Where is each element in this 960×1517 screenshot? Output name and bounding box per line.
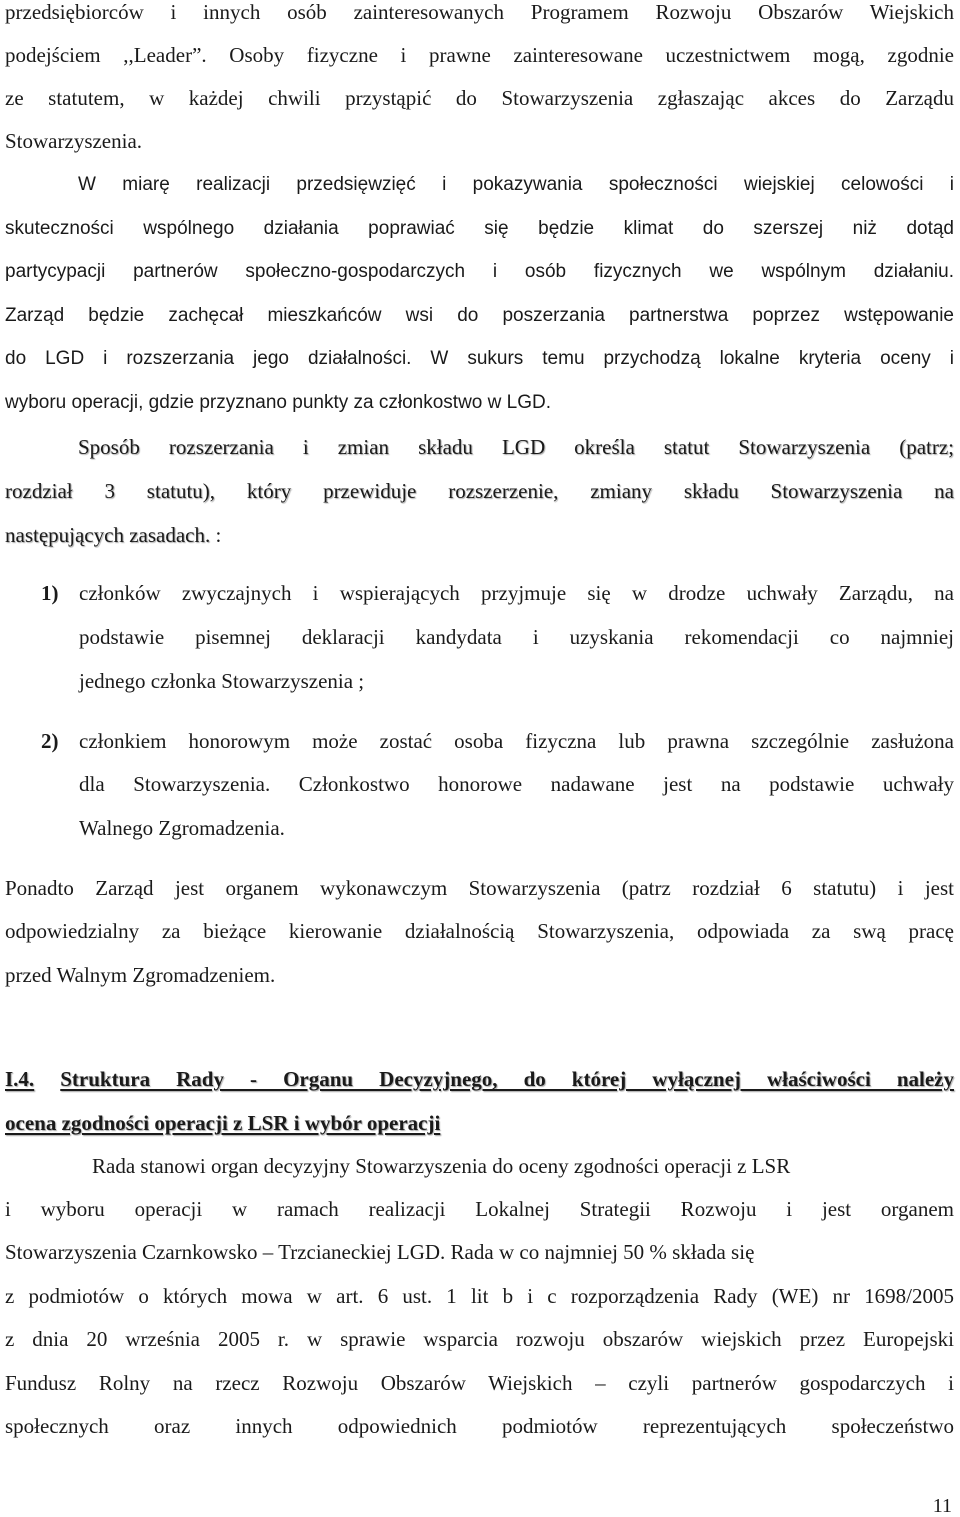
list-item-1-line-1: członków zwyczajnych i wspierających przyjmuje się w drodze uchwały Zarządu, na bbox=[79, 581, 954, 605]
paragraph-2-line-4: Zarząd będzie zachęcał mieszkańców wsi do poszerzania partnerstwa poprzez wstępowanie bbox=[5, 305, 954, 326]
paragraph-3-tail: : bbox=[210, 523, 222, 547]
paragraph-3-line-3-text: następujących zasadach. bbox=[5, 523, 211, 547]
paragraph-3-line-2: rozdział 3 statutu), który przewiduje rozszerzenie, zmiany składu Stowarzyszenia na bbox=[5, 479, 954, 503]
paragraph-4-line-2: odpowiedzialny za bieżące kierowanie działalnością Stowarzyszenia, odpowiada za swą pracę bbox=[5, 919, 954, 943]
paragraph-4-line-3: przed Walnym Zgromadzeniem. bbox=[5, 963, 276, 987]
paragraph-1-line-2: podejściem ,,Leader”. Osoby fizyczne i prawne zainteresowane uczestnictwem mogą, zgodnie bbox=[5, 43, 954, 67]
list-item-1-line-3: jednego członka Stowarzyszenia ; bbox=[79, 669, 365, 693]
paragraph-4-line-1: Ponadto Zarząd jest organem wykonawczym Stowarzyszenia (patrz rozdział 6 statutu) i jest bbox=[5, 876, 954, 900]
paragraph-5-line-4: z podmiotów o których mowa w art. 6 ust. 1 lit b i c rozporządzenia Rady (WE) nr 1698/2005 bbox=[5, 1284, 954, 1308]
paragraph-5-line-3: Stowarzyszenia Czarnkowsko – Trzcianeckiej LGD. Rada w co najmniej 50 % składa się bbox=[5, 1240, 755, 1264]
list-item-2-line-1: członkiem honorowym może zostać osoba fizyczna lub prawna szczególnie zasłużona bbox=[79, 729, 954, 753]
paragraph-1-line-3: ze statutem, w każdej chwili przystąpić do Stowarzyszenia zgłaszając akces do Zarządu bbox=[5, 86, 954, 110]
section-space bbox=[34, 1067, 60, 1091]
section-heading-line-1 bbox=[5, 1069, 954, 1090]
paragraph-3-line-3 bbox=[5, 525, 954, 546]
section-number: I.4. bbox=[5, 1067, 35, 1091]
section-heading-line-2 bbox=[5, 1113, 954, 1134]
paragraph-2-line-3: partycypacji partnerów społeczno-gospodarczych i osób fizycznych we wspólnym działaniu. bbox=[5, 261, 954, 282]
paragraph-5-line-7: społecznych oraz innych odpowiednich podmiotów reprezentujących społeczeństwo bbox=[5, 1414, 954, 1438]
section-title-part-2: ocena zgodności operacji z LSR i wybór operacji bbox=[5, 1111, 441, 1135]
list-item-2-line-3: Walnego Zgromadzenia. bbox=[79, 816, 285, 840]
list-item-2-number: 2) bbox=[41, 729, 59, 753]
paragraph-2-line-1: W miarę realizacji przedsięwzięć i pokazywania społeczności wiejskiej celowości i bbox=[78, 174, 954, 195]
section-title-part-1: Struktura Rady - Organu Decyzyjnego, do której wyłącznej właściwości należy bbox=[60, 1067, 954, 1091]
paragraph-2-line-2: skuteczności wspólnego działania poprawiać się będzie klimat do szerszej niż dotąd bbox=[5, 218, 954, 239]
page-number: 11 bbox=[932, 1495, 952, 1517]
paragraph-1-line-1: przedsiębiorców i innych osób zainteresowanych Programem Rozwoju Obszarów Wiejskich bbox=[5, 0, 954, 24]
paragraph-5-line-6: Fundusz Rolny na rzecz Rozwoju Obszarów Wiejskich – czyli partnerów gospodarczych i bbox=[5, 1371, 954, 1395]
list-item-1-number: 1) bbox=[41, 581, 59, 605]
paragraph-2-line-6: wyboru operacji, gdzie przyznano punkty za członkostwo w LGD. bbox=[5, 392, 551, 413]
paragraph-1-line-4: Stowarzyszenia. bbox=[5, 129, 143, 153]
paragraph-2-line-5: do LGD i rozszerzania jego działalności. W sukurs temu przychodzą lokalne kryteria oceny i bbox=[5, 348, 954, 369]
paragraph-5-line-2: i wyboru operacji w ramach realizacji Lokalnej Strategii Rozwoju i jest organem bbox=[5, 1197, 954, 1221]
paragraph-5-line-1: Rada stanowi organ decyzyjny Stowarzyszenia do oceny zgodności operacji z LSR bbox=[92, 1154, 791, 1178]
paragraph-3-line-1: Sposób rozszerzania i zmian składu LGD określa statut Stowarzyszenia (patrz; bbox=[78, 435, 954, 459]
list-item-1-line-2: podstawie pisemnej deklaracji kandydata i uzyskania rekomendacji co najmniej bbox=[79, 625, 954, 649]
paragraph-5-line-5: z dnia 20 września 2005 r. w sprawie wsparcia rozwoju obszarów wiejskich przez Europejski bbox=[5, 1327, 954, 1351]
list-item-2-line-2: dla Stowarzyszenia. Członkostwo honorowe nadawane jest na podstawie uchwały bbox=[79, 772, 954, 796]
